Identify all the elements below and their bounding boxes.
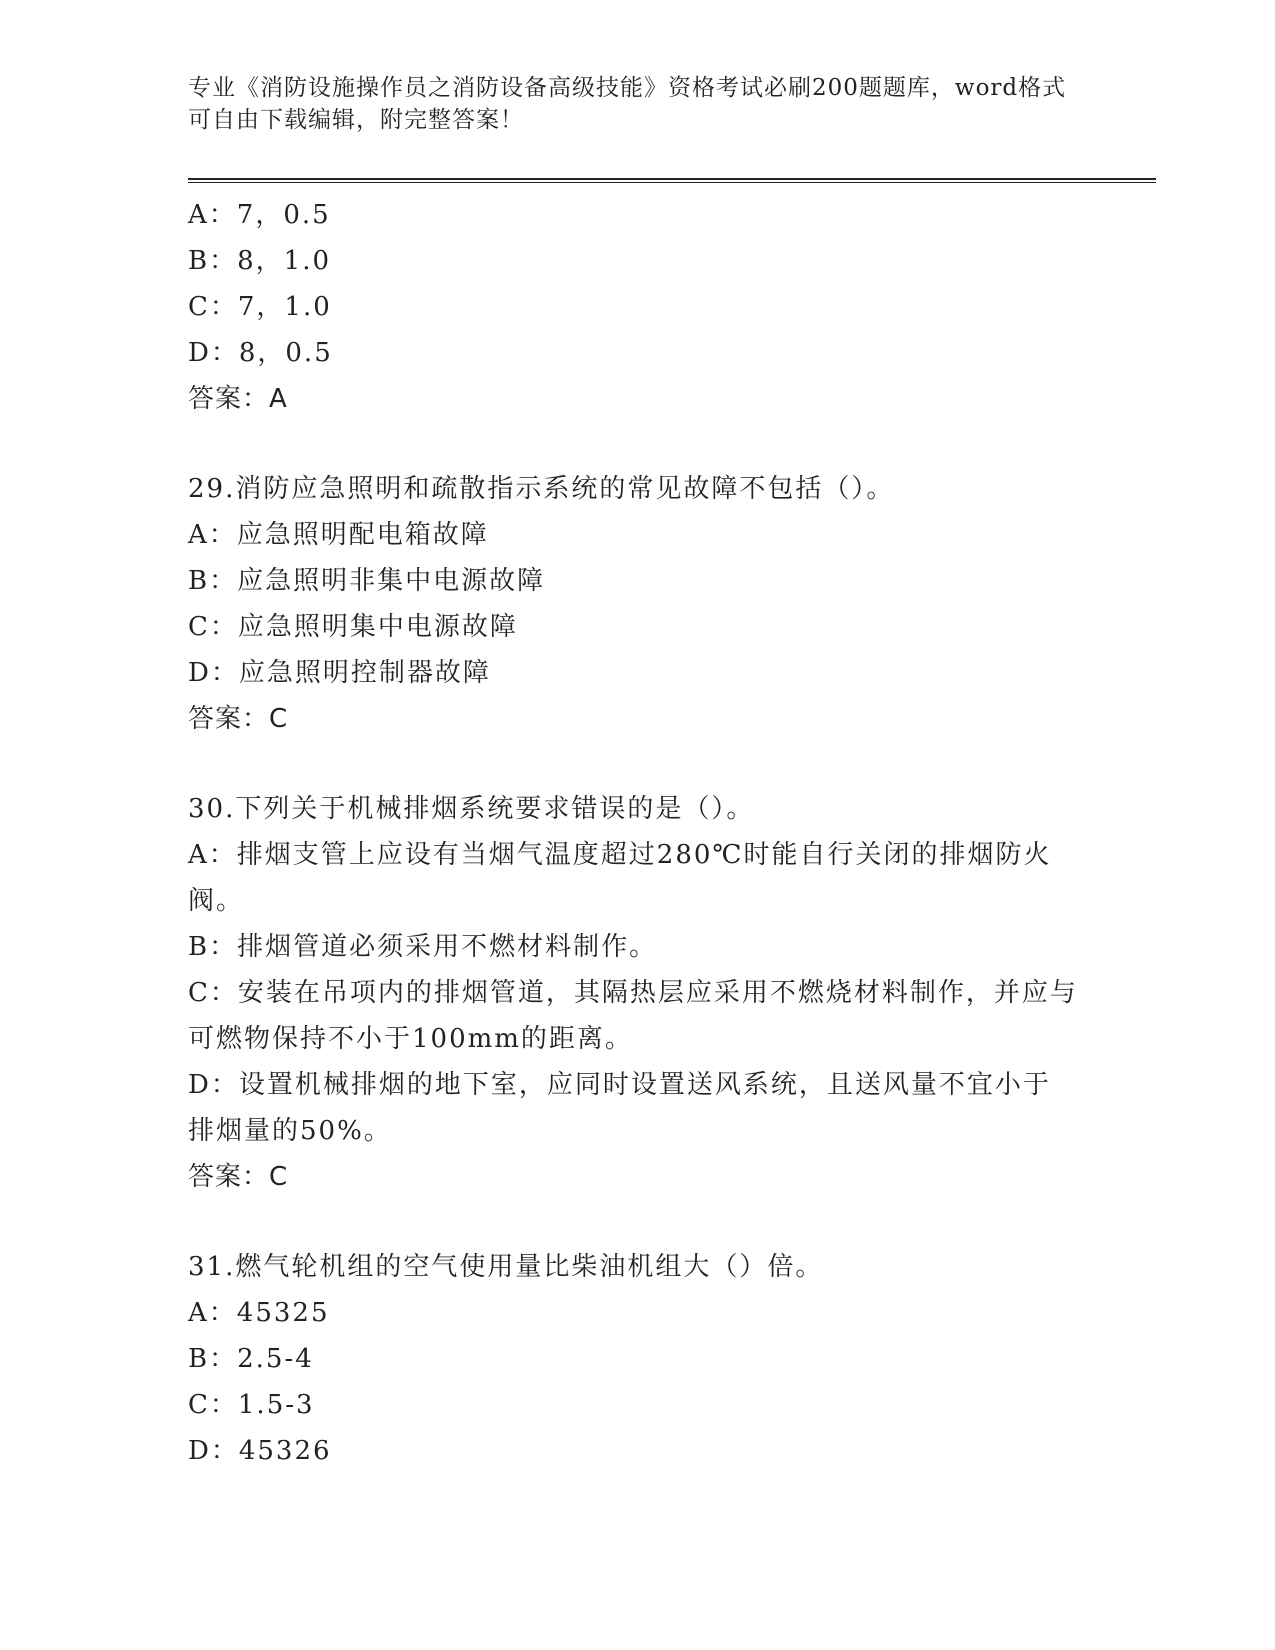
divider-line-thin: [188, 182, 1156, 183]
option-a: A：排烟支管上应设有当烟气温度超过280℃时能自行关闭的排烟防火阀。: [188, 840, 1052, 916]
option-b: B：应急照明非集中电源故障: [188, 566, 546, 596]
option-b: B：排烟管道必须采用不燃材料制作。: [188, 932, 658, 962]
option-d: D：设置机械排烟的地下室，应同时设置送风系统，且送风量不宜小于排烟量的50%。: [188, 1070, 1051, 1146]
spacer: [188, 742, 1078, 786]
option-a: A：应急照明配电箱故障: [188, 520, 489, 550]
answer: 答案：A: [188, 384, 288, 414]
option-c: C：1.5-3: [188, 1390, 315, 1420]
option-d: D：45326: [188, 1436, 332, 1466]
divider-line-thick: [188, 178, 1156, 180]
option-c: C：7，1.0: [188, 292, 332, 322]
option-a: A：7，0.5: [188, 200, 331, 230]
option-d: D：应急照明控制器故障: [188, 658, 491, 688]
spacer: [188, 422, 1078, 466]
answer: 答案：C: [188, 1162, 289, 1192]
option-d: D：8，0.5: [188, 338, 333, 368]
question-text: 31.燃气轮机组的空气使用量比柴油机组大（）倍。: [188, 1252, 824, 1282]
question-block-29: [188, 466, 1078, 742]
option-c: C：安装在吊项内的排烟管道，其隔热层应采用不燃烧材料制作，并应与可燃物保持不小于100mm的距离。: [188, 978, 1078, 1054]
question-text: 30.下列关于机械排烟系统要求错误的是（）。: [188, 794, 755, 824]
option-b: B：2.5-4: [188, 1344, 314, 1374]
header-divider: [188, 178, 1156, 184]
option-c: C：应急照明集中电源故障: [188, 612, 518, 642]
option-b: B：8，1.0: [188, 246, 331, 276]
document-header: 专业《消防设施操作员之消防设备高级技能》资格考试必刷200题题库，word格式可自由下载编辑，附完整答案！: [188, 75, 1067, 133]
spacer: [188, 1200, 1078, 1244]
question-block-31: [188, 1244, 1078, 1474]
question-list: [188, 192, 1078, 1474]
question-block-28: [188, 192, 1078, 422]
question-text: 29.消防应急照明和疏散指示系统的常见故障不包括（）。: [188, 474, 895, 504]
question-block-30: [188, 786, 1078, 1200]
option-a: A：45325: [188, 1298, 330, 1328]
answer: 答案：C: [188, 704, 289, 734]
